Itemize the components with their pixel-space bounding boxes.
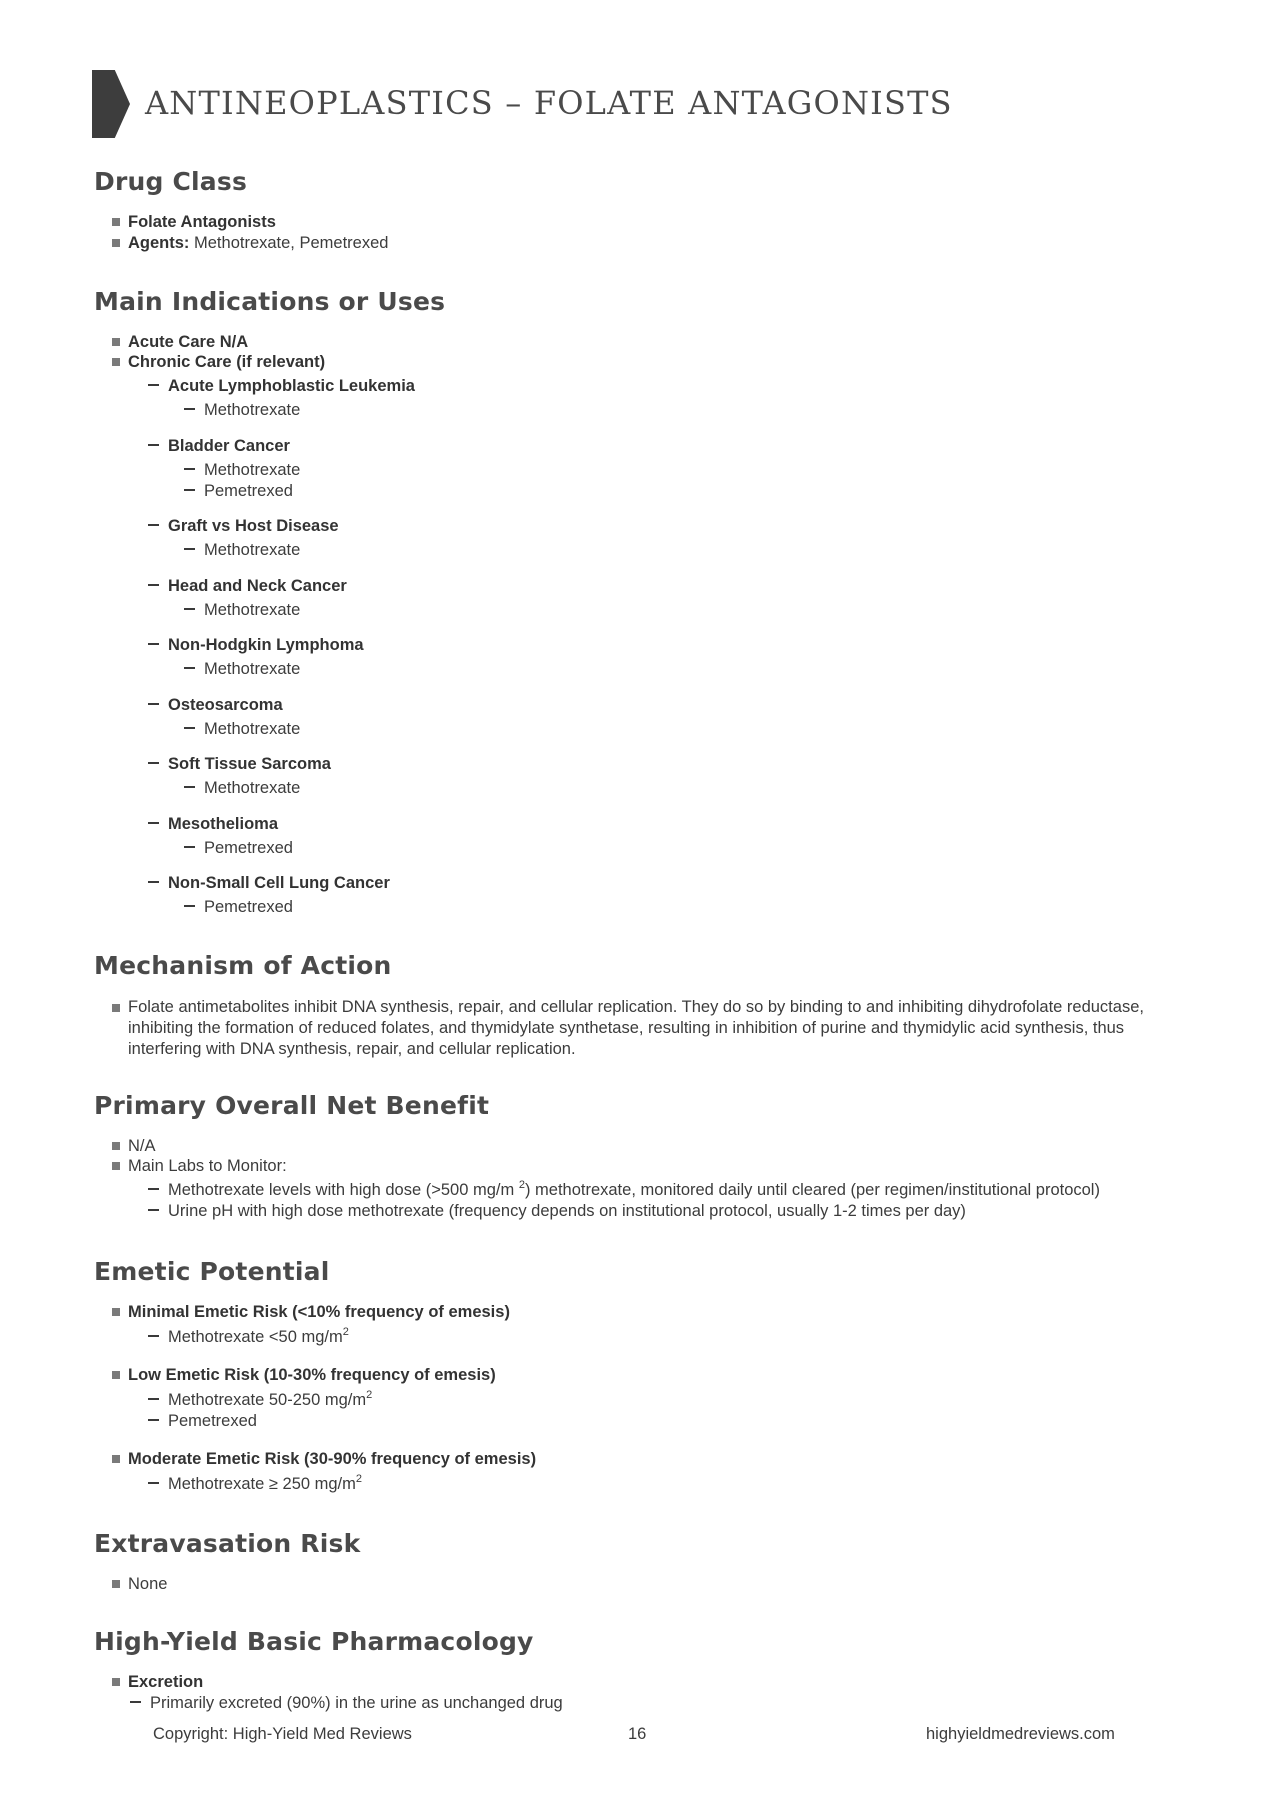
agents-label: Agents: xyxy=(128,234,190,252)
pharmacology-subheading: Excretion xyxy=(128,1673,204,1691)
dash-icon xyxy=(148,1419,159,1421)
condition-name: Osteosarcoma xyxy=(168,696,283,714)
dash-icon xyxy=(148,524,159,526)
title-marker-icon xyxy=(92,70,130,138)
dash-icon xyxy=(184,408,195,410)
dash-icon xyxy=(184,667,195,669)
pharmacology-text: Primarily excreted (90%) in the urine as unchanged drug xyxy=(150,1694,563,1712)
dash-icon xyxy=(184,905,195,907)
list-item xyxy=(112,1366,496,1385)
footer-copyright: Copyright: High-Yield Med Reviews xyxy=(153,1725,412,1743)
emetic-item xyxy=(148,1328,349,1347)
drug-name: Pemetrexed xyxy=(204,898,293,916)
list-item xyxy=(112,353,325,372)
dash-icon xyxy=(148,822,159,824)
list-item xyxy=(112,1450,536,1469)
drug-item xyxy=(184,461,300,480)
emetic-minimal: Minimal Emetic Risk (<10% frequency of emesis) xyxy=(128,1303,510,1321)
dash-icon xyxy=(130,1701,141,1703)
section-heading-mechanism: Mechanism of Action xyxy=(94,951,392,980)
dash-icon xyxy=(184,727,195,729)
dash-icon xyxy=(184,468,195,470)
mechanism-paragraph xyxy=(112,997,1172,1060)
lab-text-cont: ) methotrexate, monitored daily until cleared (per regimen/institutional protocol) xyxy=(524,1181,1100,1199)
drug-name: Methotrexate xyxy=(204,660,301,678)
emetic-moderate: Moderate Emetic Risk (30-90% frequency of emesis) xyxy=(128,1450,537,1468)
list-item xyxy=(112,1575,167,1594)
dash-icon xyxy=(148,1209,159,1211)
dash-icon xyxy=(184,489,195,491)
dash-icon xyxy=(148,643,159,645)
emetic-item-text: Pemetrexed xyxy=(168,1412,257,1430)
drug-item xyxy=(184,720,300,739)
bullet-icon xyxy=(112,1308,120,1316)
lab-text: Methotrexate levels with high dose (>500 mg/m xyxy=(168,1181,519,1199)
section-heading-drug-class: Drug Class xyxy=(94,167,248,196)
emetic-item xyxy=(148,1412,257,1431)
drug-item xyxy=(184,601,300,620)
dash-icon xyxy=(148,1188,159,1190)
bullet-icon xyxy=(112,338,120,346)
dash-icon xyxy=(148,703,159,705)
dash-icon xyxy=(148,762,159,764)
section-heading-extravasation: Extravasation Risk xyxy=(94,1529,361,1558)
condition-name: Soft Tissue Sarcoma xyxy=(168,755,331,773)
list-item xyxy=(112,1673,203,1692)
dash-icon xyxy=(184,608,195,610)
condition-item xyxy=(148,696,283,715)
acute-care: Acute Care N/A xyxy=(128,333,249,351)
condition-name: Non-Small Cell Lung Cancer xyxy=(168,874,390,892)
drug-item xyxy=(184,660,300,679)
condition-item xyxy=(148,815,278,834)
condition-item xyxy=(148,636,364,655)
emetic-item-text: Methotrexate ≥ 250 mg/m xyxy=(168,1475,356,1493)
condition-name: Graft vs Host Disease xyxy=(168,517,339,535)
extravasation-value: None xyxy=(128,1575,168,1593)
mechanism-text: Folate antimetabolites inhibit DNA synthesis, repair, and cellular replication. They do so by binding to and inhibiting dihydrofolate reductase, inhibiting the formation of reduced folates, and thymidylate synthetase, resulting in inhibition of purine and thymidylic acid synthesis, thus interfering with DNA synthesis, repair, and cellular replication. xyxy=(128,998,1144,1058)
agents-value: Methotrexate, Pemetrexed xyxy=(189,234,389,252)
drug-name: Methotrexate xyxy=(204,401,301,419)
drug-item xyxy=(184,541,300,560)
bullet-icon xyxy=(112,1455,120,1463)
drug-item xyxy=(184,898,293,917)
drug-name: Methotrexate xyxy=(204,601,301,619)
bullet-icon xyxy=(112,1142,120,1150)
condition-item xyxy=(148,755,331,774)
dash-icon xyxy=(184,786,195,788)
bullet-icon xyxy=(112,1371,120,1379)
bullet-icon xyxy=(112,218,120,226)
list-item xyxy=(112,213,276,232)
pharmacology-item xyxy=(130,1694,563,1713)
condition-item xyxy=(148,377,415,396)
superscript: 2 xyxy=(366,1389,373,1401)
drug-name: Methotrexate xyxy=(204,779,301,797)
dash-icon xyxy=(148,384,159,386)
condition-name: Non-Hodgkin Lymphoma xyxy=(168,636,364,654)
drug-item xyxy=(184,482,293,501)
drug-item xyxy=(184,779,300,798)
condition-name: Mesothelioma xyxy=(168,815,279,833)
chronic-care: Chronic Care (if relevant) xyxy=(128,353,326,371)
emetic-low: Low Emetic Risk (10-30% frequency of emesis) xyxy=(128,1366,496,1384)
dash-icon xyxy=(148,1482,159,1484)
condition-item xyxy=(148,577,347,596)
condition-item xyxy=(148,437,290,456)
bullet-icon xyxy=(112,1004,120,1012)
drug-name: Methotrexate xyxy=(204,541,301,559)
dash-icon xyxy=(184,846,195,848)
section-heading-pharmacology: High-Yield Basic Pharmacology xyxy=(94,1627,534,1656)
superscript: 2 xyxy=(518,1179,525,1191)
condition-item xyxy=(148,517,339,536)
footer-website-link[interactable]: highyieldmedreviews.com xyxy=(926,1725,1115,1743)
bullet-icon xyxy=(112,239,120,247)
labs-label: Main Labs to Monitor: xyxy=(128,1157,287,1175)
condition-name: Head and Neck Cancer xyxy=(168,577,347,595)
drug-name: Pemetrexed xyxy=(204,839,293,857)
lab-item xyxy=(148,1202,966,1221)
emetic-item xyxy=(148,1475,362,1494)
list-item xyxy=(112,1303,510,1322)
dash-icon xyxy=(184,548,195,550)
drug-name: Methotrexate xyxy=(204,720,301,738)
list-item xyxy=(112,234,388,253)
emetic-item xyxy=(148,1391,372,1410)
bullet-icon xyxy=(112,1580,120,1588)
dash-icon xyxy=(148,444,159,446)
drug-name: Methotrexate xyxy=(204,461,301,479)
condition-name: Acute Lymphoblastic Leukemia xyxy=(168,377,415,395)
drug-item xyxy=(184,401,300,420)
dash-icon xyxy=(148,1398,159,1400)
dash-icon xyxy=(148,584,159,586)
drug-class-name: Folate Antagonists xyxy=(128,213,276,231)
list-item xyxy=(112,1137,156,1156)
superscript: 2 xyxy=(342,1326,349,1338)
dash-icon xyxy=(148,881,159,883)
lab-text: Urine pH with high dose methotrexate (frequency depends on institutional protocol, usually 1-2 times per day) xyxy=(168,1202,966,1220)
drug-name: Pemetrexed xyxy=(204,482,293,500)
page-title: ANTINEOPLASTICS – FOLATE ANTAGONISTS xyxy=(145,84,953,122)
benefit-value: N/A xyxy=(128,1137,156,1155)
section-heading-emetic: Emetic Potential xyxy=(94,1257,330,1286)
footer-page-number: 16 xyxy=(628,1725,647,1743)
drug-item xyxy=(184,839,293,858)
list-item xyxy=(112,333,248,352)
lab-item xyxy=(148,1181,1100,1200)
list-item xyxy=(112,1157,287,1176)
condition-name: Bladder Cancer xyxy=(168,437,290,455)
bullet-icon xyxy=(112,1678,120,1686)
condition-item xyxy=(148,874,390,893)
emetic-item-text: Methotrexate 50-250 mg/m xyxy=(168,1391,367,1409)
emetic-item-text: Methotrexate <50 mg/m xyxy=(168,1328,343,1346)
bullet-icon xyxy=(112,1162,120,1170)
dash-icon xyxy=(148,1335,159,1337)
section-heading-benefit: Primary Overall Net Benefit xyxy=(94,1091,490,1120)
section-heading-indications: Main Indications or Uses xyxy=(94,287,446,316)
superscript: 2 xyxy=(355,1473,363,1485)
bullet-icon xyxy=(112,358,120,366)
